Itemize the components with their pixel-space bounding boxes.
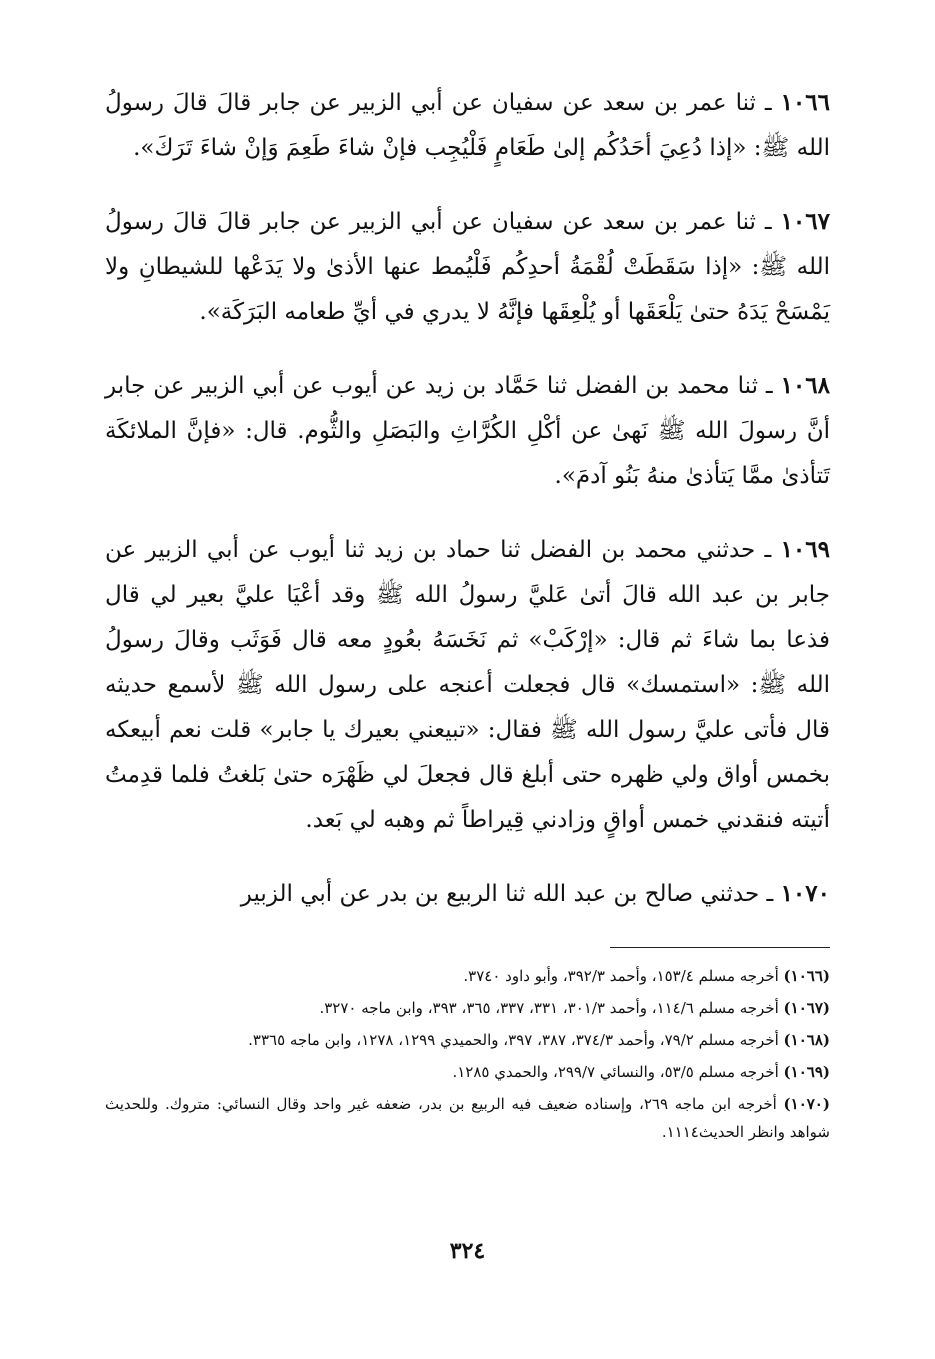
footnote-divider <box>610 947 830 948</box>
footnote-number: (١٠٦٩) <box>783 1063 830 1081</box>
footnote-1066 <box>105 962 830 990</box>
footnote-1068 <box>105 1026 830 1054</box>
footnote-1069 <box>105 1058 830 1086</box>
hadith-1068 <box>105 363 830 499</box>
hadith-1069 <box>105 527 830 843</box>
footnote-text: أخرجه مسلم ١١٤/٦، وأحمد ٣٠١/٣، ٣٣١، ٣٣٧، ٣٦٥، ٣٩٣، وابن ماجه ٣٢٧٠. <box>319 999 784 1017</box>
page-number: ٣٢٤ <box>449 1238 486 1264</box>
hadith-number: ١٠٦٦ <box>780 89 830 116</box>
main-text <box>105 80 830 917</box>
hadith-number: ١٠٦٩ <box>780 536 830 563</box>
footnote-1070 <box>105 1090 830 1146</box>
hadith-number: ١٠٦٨ <box>780 372 830 399</box>
footnote-text: أخرجه مسلم ٧٩/٢، وأحمد ٣٧٤/٣، ٣٨٧، ٣٩٧، والحميدي ١٢٩٩، ١٢٧٨، وابن ماجه ٣٣٦٥. <box>248 1031 784 1049</box>
hadith-1066 <box>105 80 830 171</box>
footnote-number: (١٠٦٧) <box>783 999 830 1017</box>
hadith-text: ـ حدثني محمد بن الفضل ثنا حماد بن زيد ثنا أيوب عن أبي الزبير عن جابر بن عبد الله قالَ أتىٰ عَليَّ رسولُ الله ﷺ وقد أعْيَا عليَّ بعير لي قال فذعا بما شاءَ ثم قال: «إرْكَبْ» ثم نَخَسَهُ بعُودٍ معه قال فَوَثَب وقالَ رسولُ الله ﷺ: «استمسك» قال فجعلت أعنجه على رسول الله ﷺ لأسمع حديثه قال فأتى عليَّ رسول الله ﷺ فقال: «تبيعني بعيرك يا جابر» قلت نعم أبيعكه بخمس أواق ولي ظهره حتى أبلغ قال فجعلَ لي ظَهْرَه حتىٰ بَلغتُ فلما قدِمتُ أتيته فنقدني خمس أواقٍ وزادني قِيراطاً ثم وهبه لي بَعد. <box>105 537 830 833</box>
hadith-text: ـ حدثني صالح بن عبد الله ثنا الربيع بن بدر عن أبي الزبير <box>240 881 781 907</box>
hadith-number: ١٠٦٧ <box>780 208 830 235</box>
footnote-number: (١٠٧٠) <box>783 1095 830 1113</box>
footnote-number: (١٠٦٨) <box>783 1031 830 1049</box>
footnote-text: أخرجه مسلم ٥٣/٥، والنسائي ٢٩٩/٧، والحمدي ١٢٨٥. <box>452 1063 784 1081</box>
hadith-1067 <box>105 199 830 335</box>
hadith-text: ـ ثنا محمد بن الفضل ثنا حَمَّاد بن زيد عن أيوب عن أبي الزبير عن جابر أنَّ رسولَ الله ﷺ نَهىٰ عن أكْلِ الكُرَّاثِ والبَصَلِ والثُّوم. قال: «فإنَّ الملائكَة تَتأذىٰ ممَّا يَتأذىٰ منهُ بَنُو آدمَ». <box>105 373 830 489</box>
footnotes <box>105 962 830 1150</box>
footnote-1067 <box>105 994 830 1022</box>
hadith-number: ١٠٧٠ <box>780 880 830 907</box>
hadith-1070 <box>105 871 830 917</box>
footnote-text: أخرجه مسلم ١٥٣/٤، وأحمد ٣٩٢/٣، وأبو داود ٣٧٤٠. <box>463 967 784 985</box>
footnote-number: (١٠٦٦) <box>783 967 830 985</box>
hadith-text: ـ ثنا عمر بن سعد عن سفيان عن أبي الزبير عن جابر قالَ قالَ رسولُ الله ﷺ: «إذا دُعِيَ أحَدُكُم إلىٰ طَعَامٍ فَلْيُجِب فإنْ شاءَ طَعِمَ وَإنْ شاءَ تَرَكَ». <box>105 90 830 161</box>
hadith-text: ـ ثنا عمر بن سعد عن سفيان عن أبي الزبير عن جابر قالَ قالَ رسولُ الله ﷺ: «إذا سَقَطَتْ لُقْمَةُ أحدِكُم فَلْيُمط عنها الأذىٰ ولا يَدَعْها للشيطانِ ولا يَمْسَحْ يَدَهُ حتىٰ يَلْعَقَها أو يُلْعِقَها فإنَّهُ لا يدري في أيِّ طعامه البَرَكَة». <box>105 209 830 325</box>
footnote-text: أخرجه ابن ماجه ٢٦٩، وإسناده ضعيف فيه الربيع بن بدر، ضعفه غير واحد وقال النسائي: متروك. وللحديث شواهد وانظر الحديث١١١٤. <box>105 1095 830 1141</box>
